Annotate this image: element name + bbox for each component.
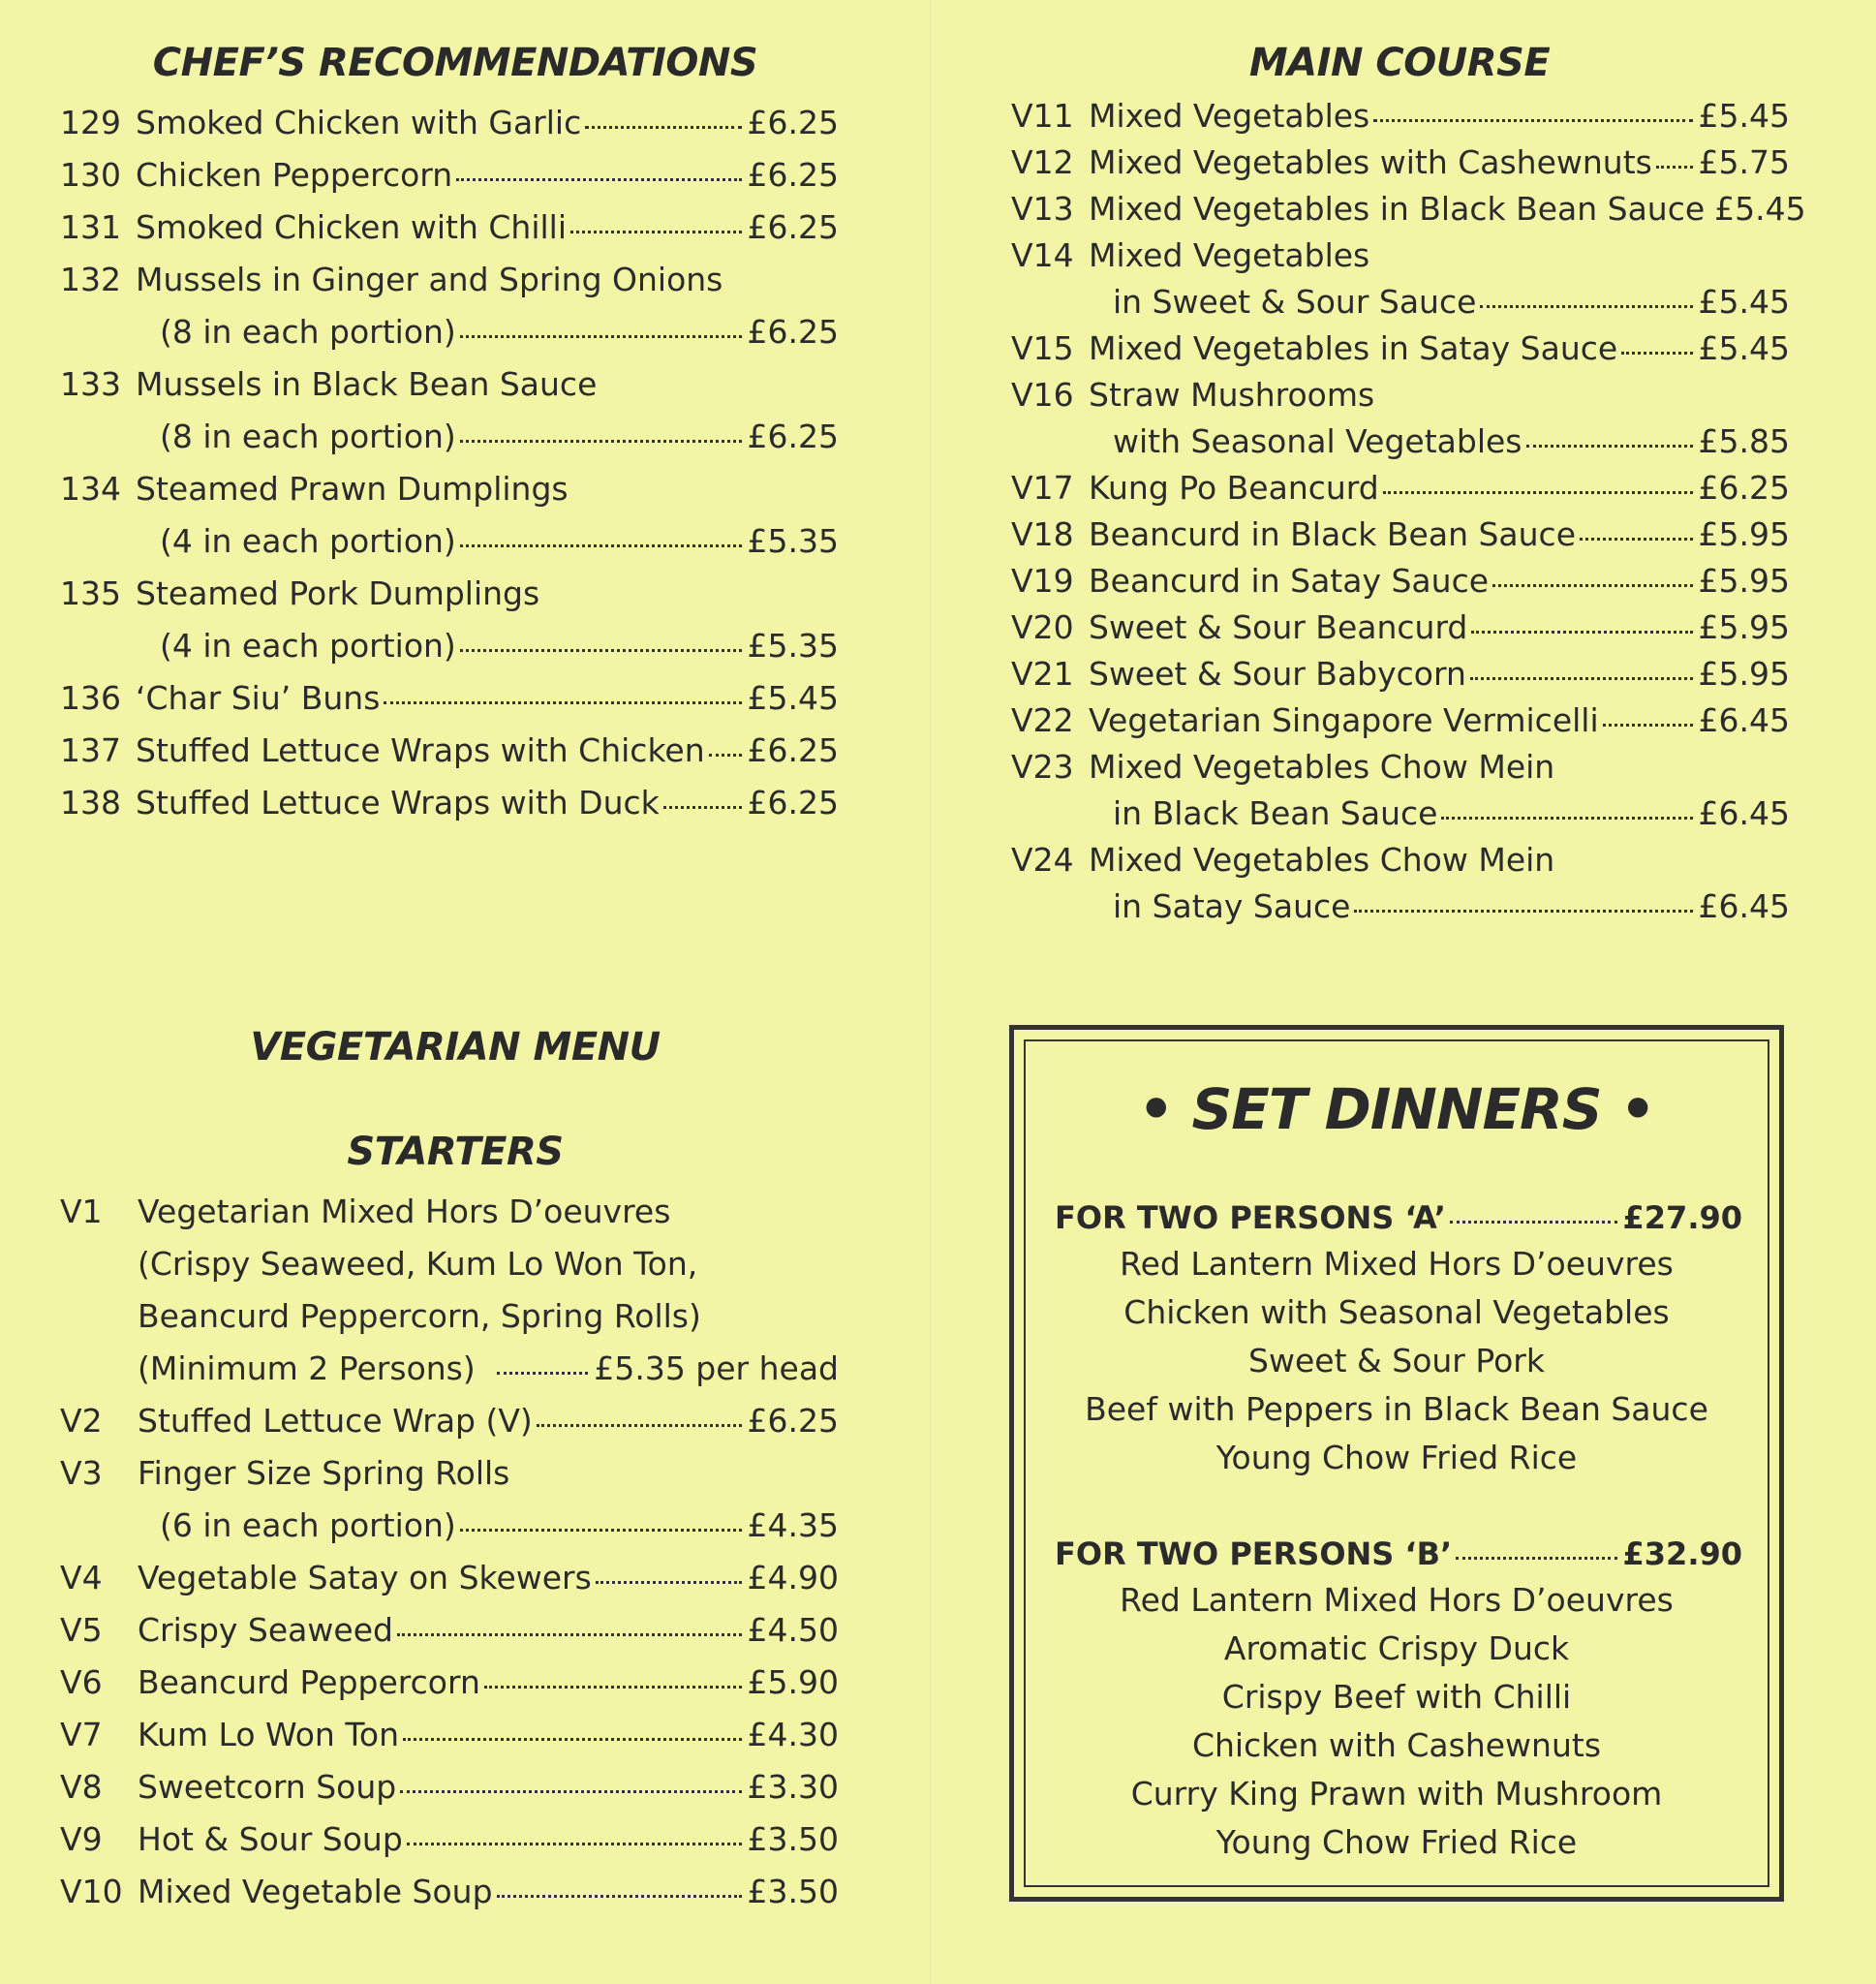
item-price: £6.45 [1698,701,1790,739]
item-name: Stuffed Lettuce Wraps with Duck [136,784,660,822]
item-number: 129 [60,104,121,141]
item-name: Sweet & Sour Beancurd [1089,608,1468,646]
menu-item [136,156,839,194]
page-fold [930,0,934,1984]
dot-leader [484,1686,742,1689]
item-number: V11 [1011,97,1074,135]
dot-leader [497,1895,742,1898]
item-portion: in Black Bean Sauce [1113,794,1438,832]
menu-item [138,1402,839,1440]
menu-item [1089,515,1790,553]
set-dish: Crispy Beef with Chilli [1221,1678,1572,1716]
item-number: 138 [60,784,121,822]
dot-leader [1470,677,1693,680]
item-price: £3.30 [747,1768,839,1806]
menu-item-price-line [1113,422,1790,460]
menu-item-price-line [160,522,839,560]
set-b-header [1055,1535,1742,1572]
starters-title: STARTERS [347,1130,564,1174]
menu-item [138,1663,839,1701]
dot-leader [460,335,742,338]
set-dish: Sweet & Sour Pork [1248,1342,1545,1380]
v1-line-2: (Crispy Seaweed, Kum Lo Won Ton, [138,1245,698,1283]
item-price: £5.35 [747,522,839,560]
item-name: Steamed Prawn Dumplings [136,470,569,508]
set-a-header [1055,1199,1742,1236]
menu-item [1089,97,1790,135]
item-portion: (4 in each portion) [160,522,456,560]
item-portion: with Seasonal Vegetables [1113,422,1522,460]
set-dinners-title: • SET DINNERS • [1138,1076,1655,1142]
item-price: £4.30 [747,1716,839,1753]
set-dish: Aromatic Crispy Duck [1223,1629,1570,1667]
item-price: £6.25 [747,208,839,246]
item-name: Steamed Pork Dumplings [136,574,540,612]
item-name: Kung Po Beancurd [1089,469,1379,507]
item-name: Mixed Vegetables [1089,97,1370,135]
item-name: Sweet & Sour Babycorn [1089,655,1466,693]
dot-leader [537,1424,742,1427]
item-name: Stuffed Lettuce Wrap (V) [138,1402,533,1440]
item-price: £6.25 [747,418,839,455]
menu-item [136,104,839,141]
dot-leader [709,754,742,757]
item-number: V17 [1011,469,1074,507]
item-price: £5.95 [1698,655,1790,693]
menu-item [138,1873,839,1910]
menu-item [1089,190,1806,228]
item-price: £3.50 [747,1820,839,1858]
item-name: Beancurd Peppercorn [138,1663,480,1701]
item-name: Beancurd in Black Bean Sauce [1089,515,1577,553]
item-name: Vegetable Satay on Skewers [138,1559,592,1596]
item-number: V13 [1011,190,1074,228]
item-number: 134 [60,470,121,508]
menu-item [1089,655,1790,693]
item-price: £6.45 [1698,794,1790,832]
set-dinners-box [1009,1025,1784,1902]
set-a-label: FOR TWO PERSONS ‘A’ [1055,1199,1446,1236]
item-name: Mixed Vegetables Chow Mein [1089,748,1555,786]
item-price: £5.95 [1698,608,1790,646]
menu-item-price-line [1113,794,1790,832]
item-portion: in Satay Sauce [1113,887,1351,925]
v1-line-1: Vegetarian Mixed Hors D’oeuvres [138,1193,671,1230]
dot-leader [1450,1221,1617,1224]
item-name: Smoked Chicken with Garlic [136,104,582,141]
item-name: Kum Lo Won Ton [138,1716,399,1753]
item-number: V5 [60,1611,103,1649]
dot-leader [460,649,742,652]
vegetarian-menu-title: VEGETARIAN MENU [250,1025,661,1070]
menu-item [136,784,839,822]
dot-leader [456,178,741,181]
item-name: Beancurd in Satay Sauce [1089,562,1490,600]
item-number: V20 [1011,608,1074,646]
set-dish: Red Lantern Mixed Hors D’oeuvres [1120,1245,1674,1283]
item-name: Chicken Peppercorn [136,156,453,194]
item-number: 135 [60,574,121,612]
item-price: £4.90 [747,1559,839,1596]
item-number: V9 [60,1820,103,1858]
menu-item [1089,701,1790,739]
item-name: Smoked Chicken with Chilli [136,208,568,246]
menu-item-price-line [1113,283,1790,321]
item-number: 130 [60,156,121,194]
dot-leader [397,1633,742,1636]
item-price: £3.50 [747,1873,839,1910]
item-number: V19 [1011,562,1074,600]
dot-leader [384,701,741,704]
menu-item-price-line [160,627,839,665]
item-number: V2 [60,1402,103,1440]
item-number: V14 [1011,236,1074,274]
menu-item-price-line [160,418,839,455]
item-name: Mixed Vegetables [1089,236,1370,274]
dot-leader [460,1529,742,1532]
menu-item-price-line [160,313,839,351]
set-b-price: £32.90 [1622,1535,1742,1572]
menu-item [136,208,839,246]
item-price: £5.95 [1698,562,1790,600]
item-portion: (8 in each portion) [160,313,456,351]
item-number: V22 [1011,701,1074,739]
item-name: Mixed Vegetables Chow Mein [1089,841,1555,879]
item-number: V10 [60,1873,123,1910]
dot-leader [1383,491,1693,494]
dot-leader [1580,538,1693,541]
dot-leader [1603,724,1693,727]
item-number: V18 [1011,515,1074,553]
dot-leader [1492,584,1693,587]
item-price: £5.35 [747,627,839,665]
menu-item [138,1820,839,1858]
chef-recommendations-title: CHEF’S RECOMMENDATIONS [152,41,758,85]
set-dish: Beef with Peppers in Black Bean Sauce [1085,1390,1708,1428]
set-dish: Young Chow Fried Rice [1215,1823,1578,1861]
item-name: Mixed Vegetables with Cashewnuts [1089,143,1652,181]
item-number: V15 [1011,329,1074,367]
dot-leader [663,806,742,809]
item-price: £6.25 [747,104,839,141]
dot-leader [460,440,742,443]
item-name: Sweetcorn Soup [138,1768,397,1806]
menu-item-price-line [1113,887,1790,925]
item-name: Mixed Vegetables in Black Bean Sauce [1089,190,1706,228]
v1-price-line [138,1349,839,1387]
item-name: Stuffed Lettuce Wraps with Chicken [136,731,705,769]
item-price: £5.95 [1698,515,1790,553]
item-number: V12 [1011,143,1074,181]
item-price: £6.25 [747,784,839,822]
item-price: £5.75 [1698,143,1790,181]
dot-leader [1621,352,1692,355]
dot-leader [407,1843,742,1845]
item-number: V16 [1011,376,1074,414]
item-name: Finger Size Spring Rolls [138,1454,510,1492]
dot-leader [400,1790,741,1793]
menu-item [1089,469,1790,507]
dot-leader [1480,305,1692,308]
menu-item [1089,562,1790,600]
item-name: Mussels in Ginger and Spring Onions [136,261,723,298]
dot-leader [403,1738,742,1741]
item-portion: (4 in each portion) [160,627,456,665]
item-number: 137 [60,731,121,769]
item-price: £5.45 [1698,97,1790,135]
set-dish: Chicken with Cashewnuts [1191,1726,1602,1764]
item-number: V4 [60,1559,103,1596]
item-number: V24 [1011,841,1074,879]
item-price: £5.85 [1698,422,1790,460]
item-name: ‘Char Siu’ Buns [136,679,381,717]
item-name: Vegetarian Singapore Vermicelli [1089,701,1599,739]
menu-item [138,1559,839,1596]
item-number: V6 [60,1663,103,1701]
dot-leader [1354,910,1692,913]
item-price: £5.45 [1698,329,1790,367]
set-a-price: £27.90 [1622,1199,1742,1236]
set-dish: Young Chow Fried Rice [1215,1439,1578,1476]
v1-number: V1 [60,1193,103,1230]
item-name: Crispy Seaweed [138,1611,393,1649]
menu-item [1089,329,1790,367]
menu-item [138,1611,839,1649]
item-name: Mixed Vegetable Soup [138,1873,493,1910]
dot-leader [596,1581,742,1584]
dot-leader [1373,119,1692,122]
v1-minimum: (Minimum 2 Persons) [138,1349,476,1387]
dot-leader [1656,166,1693,169]
item-price: £6.25 [1698,469,1790,507]
dot-leader [1456,1557,1616,1560]
main-course-title: MAIN COURSE [1248,41,1551,85]
item-portion: (6 in each portion) [160,1506,456,1544]
menu-item [136,679,839,717]
item-name: Hot & Sour Soup [138,1820,403,1858]
item-portion: in Sweet & Sour Sauce [1113,283,1477,321]
item-price: £6.25 [747,156,839,194]
dot-leader [585,126,741,129]
dot-leader [497,1372,589,1375]
menu-item [138,1716,839,1753]
item-price: £5.45 [1714,190,1806,228]
menu-item [138,1768,839,1806]
menu-item [136,731,839,769]
item-number: V23 [1011,748,1074,786]
item-price: £6.25 [747,731,839,769]
set-dish: Chicken with Seasonal Vegetables [1123,1293,1670,1331]
item-price: £5.45 [747,679,839,717]
item-price: £6.25 [747,313,839,351]
item-price: £5.90 [747,1663,839,1701]
set-b-label: FOR TWO PERSONS ‘B’ [1055,1535,1453,1572]
item-number: 132 [60,261,121,298]
dot-leader [1441,817,1692,820]
menu-item [1089,608,1790,646]
item-number: V21 [1011,655,1074,693]
set-dish: Red Lantern Mixed Hors D’oeuvres [1120,1581,1674,1619]
item-number: 131 [60,208,121,246]
item-name: Mussels in Black Bean Sauce [136,365,598,403]
item-portion: (8 in each portion) [160,418,456,455]
item-number: V7 [60,1716,103,1753]
menu-item [1089,143,1790,181]
item-price: £6.25 [747,1402,839,1440]
item-number: 133 [60,365,121,403]
item-name: Straw Mushrooms [1089,376,1375,414]
set-dish: Curry King Prawn with Mushroom [1130,1775,1663,1813]
dot-leader [570,231,742,233]
item-price: £4.35 [747,1506,839,1544]
dot-leader [460,544,742,547]
item-price: £6.45 [1698,887,1790,925]
item-number: V8 [60,1768,103,1806]
item-number: V3 [60,1454,103,1492]
dot-leader [1526,445,1693,448]
item-name: Mixed Vegetables in Satay Sauce [1089,329,1618,367]
dot-leader [1471,631,1692,634]
v1-price: £5.35 per head [594,1349,839,1387]
item-price: £5.45 [1698,283,1790,321]
v1-line-3: Beancurd Peppercorn, Spring Rolls) [138,1297,701,1335]
item-price: £4.50 [747,1611,839,1649]
menu-item-price-line [160,1506,839,1544]
item-number: 136 [60,679,121,717]
